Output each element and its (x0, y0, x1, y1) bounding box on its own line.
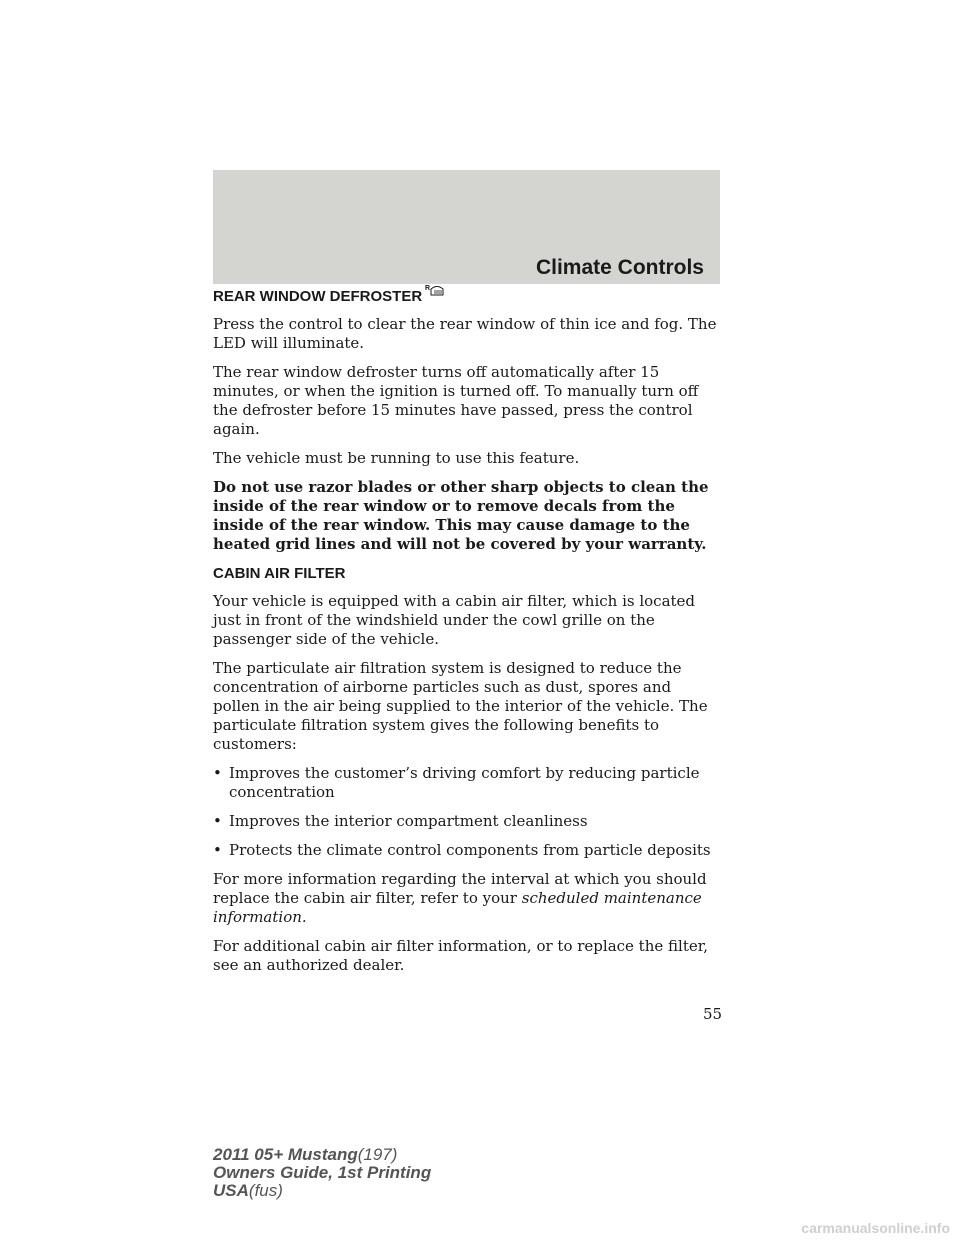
rear-defroster-warning: Do not use razor blades or other sharp objects to clean the inside of the rear window or to remove decals from the inside of the rear window. This may cause damage to the heated grid lines and will not be covered by your warranty. (213, 478, 709, 553)
list-item: • Improves the interior compartment cleanliness (213, 812, 588, 830)
cabin-filter-heading-text: CABIN AIR FILTER (213, 565, 346, 582)
list-item-text: Improves the customer’s driving comfort by reducing particle concentration (229, 764, 700, 801)
section-title: Climate Controls (535, 256, 704, 279)
document-footer (213, 1146, 431, 1200)
maintenance-reference: scheduled maintenance information. (213, 889, 702, 926)
footer-market: USA (213, 1181, 249, 1200)
cabin-filter-p1: Your vehicle is equipped with a cabin air filter, which is located just in front of the windshield under the cowl grille on the passenger side of the vehicle. (213, 592, 696, 648)
footer-line-2: Owners Guide, 1st Printing (213, 1163, 432, 1182)
cabin-filter-p2: The particulate air filtration system is designed to reduce the concentration of airborne particles such as dust, spores and pollen in the air being supplied to the interior of the vehicle. The particulate filtration system gives the following benefits to customers: (213, 659, 708, 753)
list-item: • Improves the customer’s driving comfort by reducing particle concentration (213, 764, 700, 801)
rear-defroster-p1: Press the control to clear the rear window of thin ice and fog. The LED will illuminate. (213, 315, 717, 352)
list-item-text: Improves the interior compartment cleanliness (229, 812, 588, 830)
site-watermark: carmanualsonline.info (801, 1220, 950, 1236)
footer-model-code: (197) (357, 1145, 398, 1164)
list-item: • Protects the climate control components from particle deposits (213, 841, 711, 859)
section-header-band (213, 170, 720, 284)
rear-defroster-p2: The rear window defroster turns off automatically after 15 minutes, or when the ignition is turned off. To manually turn off the defroster before 15 minutes have passed, press the control again. (213, 363, 699, 438)
svg-text:R: R (425, 285, 431, 292)
list-item-text: Protects the climate control components from particle deposits (229, 841, 711, 859)
benefits-list (213, 764, 720, 860)
rear-defroster-p3: The vehicle must be running to use this feature. (213, 449, 580, 467)
cabin-filter-heading (213, 564, 720, 583)
footer-line-3 (213, 1182, 431, 1200)
cabin-filter-p4: For additional cabin air filter information, or to replace the filter, see an authorized dealer. (213, 937, 709, 974)
rear-defroster-heading-text: REAR WINDOW DEFROSTER (213, 288, 423, 305)
footer-line-1 (213, 1146, 431, 1164)
page-content (213, 287, 720, 985)
rear-defrost-icon (425, 283, 445, 297)
footer-model: 2011 05+ Mustang (213, 1145, 358, 1164)
page-number: 55 (703, 1005, 723, 1023)
cabin-filter-p3 (213, 870, 720, 927)
cabin-filter-p3-prefix: For more information regarding the interval at which you should replace the cabin air filter, refer to your (213, 870, 707, 907)
footer-market-code: (fus) (248, 1181, 283, 1200)
rear-defroster-heading (213, 287, 720, 306)
